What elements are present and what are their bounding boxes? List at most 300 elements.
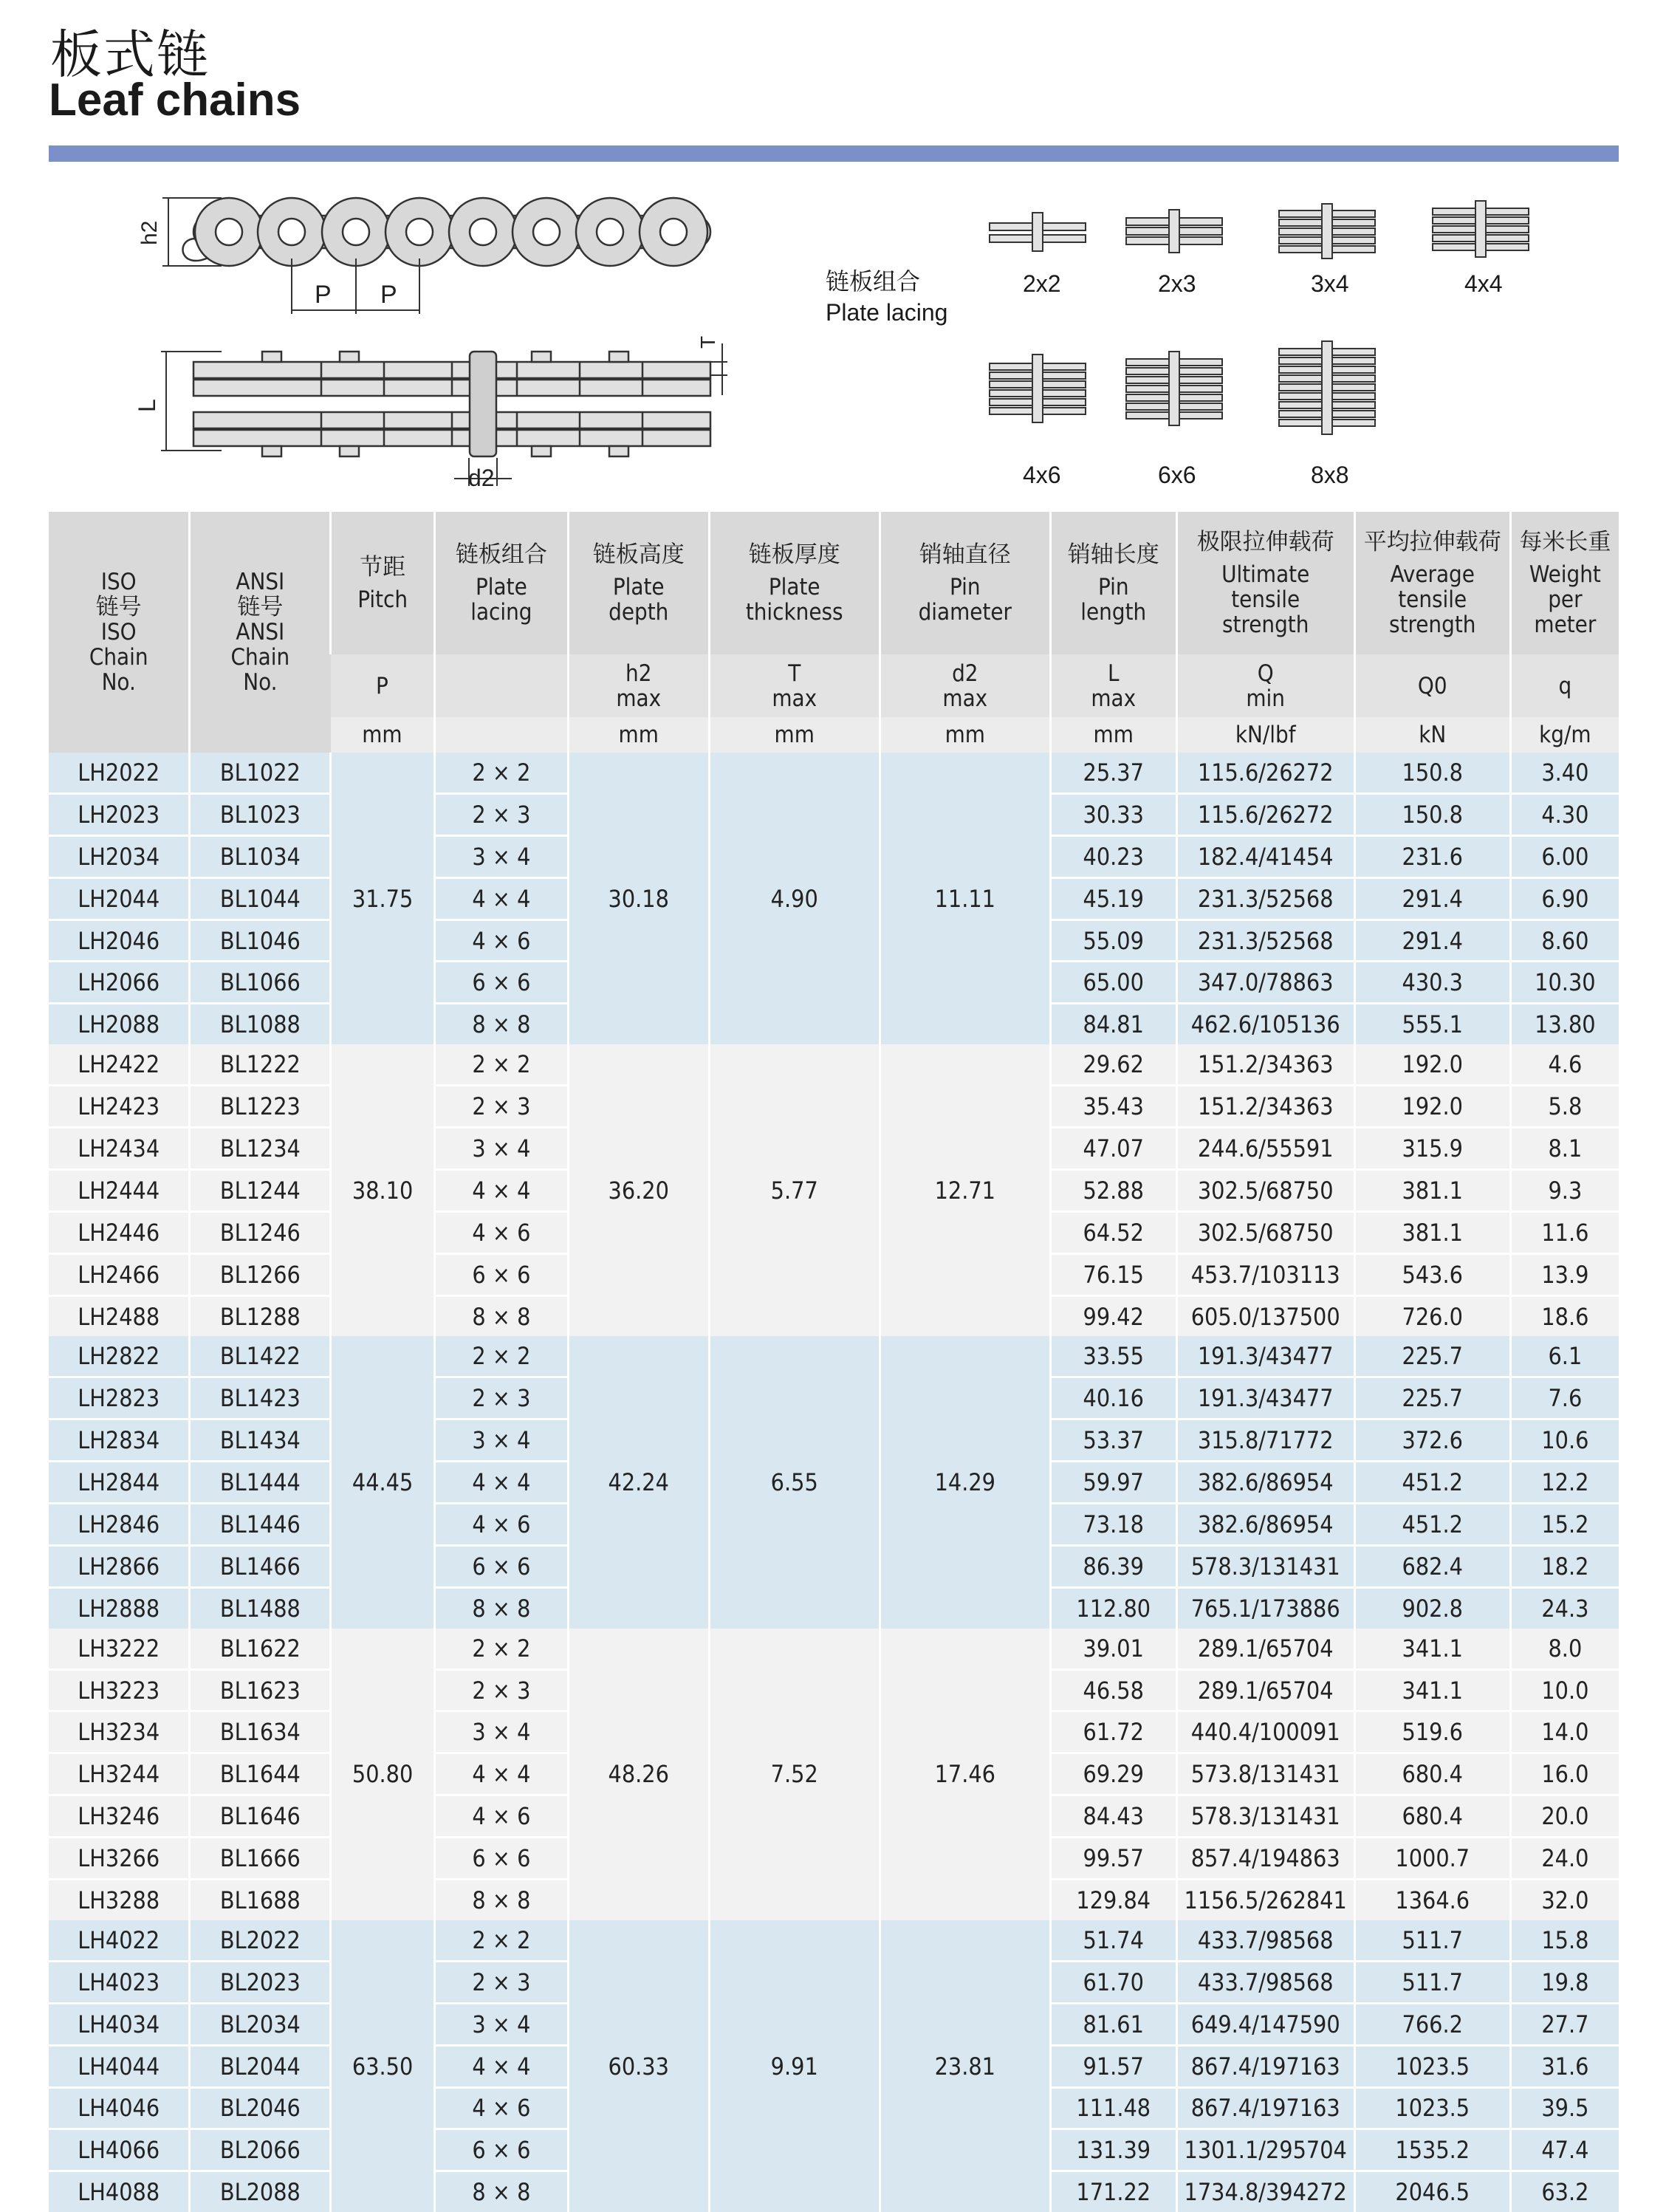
pitch-value: 38.10 [331, 1044, 435, 1336]
iso-chain-no: LH2466 [49, 1253, 190, 1295]
pin-length-value: 35.43 [1050, 1086, 1176, 1128]
header-average-strength: 平均拉伸载荷 Average tensile strength [1354, 512, 1510, 654]
ultimate-strength-value: 289.1/65704 [1176, 1669, 1354, 1711]
ansi-chain-no: BL1023 [190, 793, 331, 835]
ultimate-strength-value: 382.6/86954 [1176, 1462, 1354, 1504]
ansi-chain-no: BL1223 [190, 1086, 331, 1128]
pin-length-value: 112.80 [1050, 1587, 1176, 1628]
lacing-icon-4x4 [1433, 201, 1529, 257]
pin-length-value: 111.48 [1050, 2087, 1176, 2129]
weight-value: 13.9 [1510, 1253, 1619, 1295]
pin-length-value: 40.16 [1050, 1377, 1176, 1420]
average-strength-value: 430.3 [1354, 962, 1510, 1004]
weight-value: 14.0 [1510, 1711, 1619, 1753]
average-strength-value: 519.6 [1354, 1711, 1510, 1753]
iso-chain-no: LH2423 [49, 1086, 190, 1128]
average-strength-value: 231.6 [1354, 835, 1510, 877]
ultimate-strength-value: 244.6/55591 [1176, 1128, 1354, 1170]
iso-chain-no: LH2844 [49, 1462, 190, 1504]
weight-value: 6.1 [1510, 1336, 1619, 1377]
pin-length-value: 64.52 [1050, 1211, 1176, 1253]
pin-length-value: 46.58 [1050, 1669, 1176, 1711]
plate-lacing-value: 2 × 2 [434, 1336, 568, 1377]
ultimate-strength-value: 453.7/103113 [1176, 1253, 1354, 1295]
plate-lacing-value: 2 × 3 [434, 1961, 568, 2003]
ultimate-strength-value: 433.7/98568 [1176, 1961, 1354, 2003]
pin-length-value: 84.81 [1050, 1004, 1176, 1044]
ansi-chain-no: BL2034 [190, 2003, 331, 2045]
plate-lacing-value: 2 × 3 [434, 1377, 568, 1420]
weight-value: 16.0 [1510, 1753, 1619, 1795]
ansi-chain-no: BL1634 [190, 1711, 331, 1753]
ultimate-strength-value: 382.6/86954 [1176, 1504, 1354, 1546]
iso-chain-no: LH4023 [49, 1961, 190, 2003]
iso-chain-no: LH3222 [49, 1629, 190, 1669]
weight-value: 24.0 [1510, 1838, 1619, 1880]
thickness-value: 9.91 [709, 1920, 880, 2212]
plate-lacing-value: 2 × 3 [434, 1669, 568, 1711]
label-T: T [696, 335, 719, 349]
pin-d-value: 12.71 [880, 1044, 1050, 1336]
page-title-cn: 板式链 [50, 24, 210, 85]
ultimate-strength-value: 191.3/43477 [1176, 1377, 1354, 1420]
header-pin-length: 销轴长度 Pin length [1050, 512, 1176, 654]
lacing-icon-3x4 [1279, 204, 1375, 258]
iso-chain-no: LH4034 [49, 2003, 190, 2045]
average-strength-value: 381.1 [1354, 1169, 1510, 1211]
average-strength-value: 682.4 [1354, 1545, 1510, 1587]
pitch-value: 50.80 [331, 1629, 435, 1920]
label-p1: P [315, 281, 332, 309]
header-pitch: 节距 Pitch [331, 512, 435, 654]
weight-value: 8.0 [1510, 1629, 1619, 1669]
plate-lacing-value: 3 × 4 [434, 1711, 568, 1753]
average-strength-value: 451.2 [1354, 1504, 1510, 1546]
thickness-value: 6.55 [709, 1336, 880, 1628]
weight-value: 10.0 [1510, 1669, 1619, 1711]
depth-value: 30.18 [568, 753, 709, 1044]
ansi-chain-no: BL1222 [190, 1044, 331, 1085]
ultimate-strength-value: 605.0/137500 [1176, 1295, 1354, 1336]
header-pitch-unit: mm [331, 717, 435, 753]
plate-lacing-value: 2 × 2 [434, 1629, 568, 1669]
plate-lacing-value: 2 × 3 [434, 1086, 568, 1128]
weight-value: 13.80 [1510, 1004, 1619, 1044]
header-ansi: ANSI 链号 ANSI Chain No. [190, 512, 331, 753]
average-strength-value: 1535.2 [1354, 2129, 1510, 2171]
iso-chain-no: LH3266 [49, 1838, 190, 1880]
depth-value: 60.33 [568, 1920, 709, 2212]
header-pin-diameter-unit: mm [880, 717, 1050, 753]
header-depth-unit: mm [568, 717, 709, 753]
ultimate-strength-value: 867.4/197163 [1176, 2045, 1354, 2087]
iso-chain-no: LH4066 [49, 2129, 190, 2171]
average-strength-value: 225.7 [1354, 1336, 1510, 1377]
ansi-chain-no: BL1466 [190, 1545, 331, 1587]
header-thickness-symbol: T max [709, 654, 880, 717]
ansi-chain-no: BL1066 [190, 962, 331, 1004]
lacing-name: 8x8 [1311, 462, 1349, 488]
lacing-name: 4x4 [1464, 270, 1503, 297]
ultimate-strength-value: 191.3/43477 [1176, 1336, 1354, 1377]
weight-value: 6.00 [1510, 835, 1619, 877]
weight-value: 32.0 [1510, 1880, 1619, 1920]
header-pin-length-unit: mm [1050, 717, 1176, 753]
iso-chain-no: LH4088 [49, 2171, 190, 2212]
pin-length-value: 81.61 [1050, 2003, 1176, 2045]
average-strength-value: 2046.5 [1354, 2171, 1510, 2212]
iso-chain-no: LH2446 [49, 1211, 190, 1253]
plate-lacing-value: 4 × 6 [434, 2087, 568, 2129]
ansi-chain-no: BL1488 [190, 1587, 331, 1628]
ansi-chain-no: BL1688 [190, 1880, 331, 1920]
plate-lacing-value: 6 × 6 [434, 1545, 568, 1587]
weight-value: 18.2 [1510, 1545, 1619, 1587]
weight-value: 47.4 [1510, 2129, 1619, 2171]
table-row [49, 1920, 1619, 1961]
weight-value: 10.30 [1510, 962, 1619, 1004]
ultimate-strength-value: 462.6/105136 [1176, 1004, 1354, 1044]
leaf-chain-table [49, 512, 1619, 2212]
plate-lacing-value: 6 × 6 [434, 1838, 568, 1880]
pitch-value: 31.75 [331, 753, 435, 1044]
average-strength-value: 555.1 [1354, 1004, 1510, 1044]
lacing-label-cn: 链板组合 [826, 268, 921, 295]
iso-chain-no: LH2888 [49, 1587, 190, 1628]
pin-length-value: 91.57 [1050, 2045, 1176, 2087]
iso-chain-no: LH2846 [49, 1504, 190, 1546]
ultimate-strength-value: 649.4/147590 [1176, 2003, 1354, 2045]
average-strength-value: 225.7 [1354, 1377, 1510, 1420]
header-average-unit: kN [1354, 717, 1510, 753]
weight-value: 12.2 [1510, 1462, 1619, 1504]
average-strength-value: 726.0 [1354, 1295, 1510, 1336]
header-lacing-unit [434, 717, 568, 753]
ultimate-strength-value: 115.6/26272 [1176, 793, 1354, 835]
ultimate-strength-value: 231.3/52568 [1176, 920, 1354, 962]
lacing-name: 2x2 [1023, 270, 1061, 297]
ansi-chain-no: BL1266 [190, 1253, 331, 1295]
weight-value: 8.1 [1510, 1128, 1619, 1170]
ansi-chain-no: BL2044 [190, 2045, 331, 2087]
pin-length-value: 99.42 [1050, 1295, 1176, 1336]
ultimate-strength-value: 433.7/98568 [1176, 1920, 1354, 1961]
header-pin-diameter-symbol: d2 max [880, 654, 1050, 717]
average-strength-value: 192.0 [1354, 1086, 1510, 1128]
ultimate-strength-value: 578.3/131431 [1176, 1795, 1354, 1838]
lacing-name: 3x4 [1311, 270, 1349, 297]
label-p2: P [380, 281, 397, 309]
plate-lacing-value: 2 × 2 [434, 753, 568, 793]
header-iso: ISO 链号 ISO Chain No. [49, 512, 190, 753]
pin-length-value: 25.37 [1050, 753, 1176, 793]
average-strength-value: 291.4 [1354, 877, 1510, 920]
ansi-chain-no: BL1666 [190, 1838, 331, 1880]
average-strength-value: 1023.5 [1354, 2087, 1510, 2129]
pin-length-value: 53.37 [1050, 1420, 1176, 1462]
plate-lacing-value: 3 × 4 [434, 1420, 568, 1462]
depth-value: 48.26 [568, 1629, 709, 1920]
ultimate-strength-value: 302.5/68750 [1176, 1211, 1354, 1253]
plate-lacing-value: 6 × 6 [434, 1253, 568, 1295]
header-ultimate-strength: 极限拉伸载荷 Ultimate tensile strength [1176, 512, 1354, 654]
header-pin-length-symbol: L max [1050, 654, 1176, 717]
ansi-chain-no: BL1444 [190, 1462, 331, 1504]
ansi-chain-no: BL1646 [190, 1795, 331, 1838]
weight-value: 9.3 [1510, 1169, 1619, 1211]
iso-chain-no: LH2444 [49, 1169, 190, 1211]
ultimate-strength-value: 231.3/52568 [1176, 877, 1354, 920]
thickness-value: 7.52 [709, 1629, 880, 1920]
average-strength-value: 1023.5 [1354, 2045, 1510, 2087]
plate-lacing-value: 4 × 6 [434, 1504, 568, 1546]
weight-value: 39.5 [1510, 2087, 1619, 2129]
header-average-symbol: Q0 [1354, 654, 1510, 717]
pin-length-value: 129.84 [1050, 1880, 1176, 1920]
plate-lacing-value: 8 × 8 [434, 2171, 568, 2212]
lacing-icon-2x3 [1126, 210, 1222, 253]
pin-length-value: 61.70 [1050, 1961, 1176, 2003]
ansi-chain-no: BL1622 [190, 1629, 331, 1669]
weight-value: 15.2 [1510, 1504, 1619, 1546]
table-row [49, 1336, 1619, 1377]
header-weight-unit: kg/m [1510, 717, 1619, 753]
lacing-icon-6x6 [1126, 352, 1222, 425]
weight-value: 8.60 [1510, 920, 1619, 962]
iso-chain-no: LH2834 [49, 1420, 190, 1462]
iso-chain-no: LH3244 [49, 1753, 190, 1795]
ansi-chain-no: BL1446 [190, 1504, 331, 1546]
pin-length-value: 29.62 [1050, 1044, 1176, 1085]
average-strength-value: 902.8 [1354, 1587, 1510, 1628]
pin-length-value: 65.00 [1050, 962, 1176, 1004]
header-lacing-symbol [434, 654, 568, 717]
weight-value: 31.6 [1510, 2045, 1619, 2087]
weight-value: 6.90 [1510, 877, 1619, 920]
plate-lacing-value: 8 × 8 [434, 1880, 568, 1920]
average-strength-value: 150.8 [1354, 753, 1510, 793]
pin-length-value: 84.43 [1050, 1795, 1176, 1838]
iso-chain-no: LH4022 [49, 1920, 190, 1961]
table-body [49, 753, 1619, 2212]
pin-length-value: 33.55 [1050, 1336, 1176, 1377]
weight-value: 7.6 [1510, 1377, 1619, 1420]
ultimate-strength-value: 857.4/194863 [1176, 1838, 1354, 1880]
plate-lacing-value: 8 × 8 [434, 1295, 568, 1336]
plate-lacing-value: 4 × 4 [434, 877, 568, 920]
ansi-chain-no: BL2066 [190, 2129, 331, 2171]
plate-lacing-value: 2 × 2 [434, 1920, 568, 1961]
ultimate-strength-value: 347.0/78863 [1176, 962, 1354, 1004]
label-h2: h2 [137, 220, 162, 245]
iso-chain-no: LH2488 [49, 1295, 190, 1336]
pin-length-value: 47.07 [1050, 1128, 1176, 1170]
average-strength-value: 680.4 [1354, 1753, 1510, 1795]
header-thickness: 链板厚度 Plate thickness [709, 512, 880, 654]
pin-d-value: 17.46 [880, 1629, 1050, 1920]
plate-lacing-value: 4 × 4 [434, 2045, 568, 2087]
plate-lacing-value: 3 × 4 [434, 835, 568, 877]
ansi-chain-no: BL1434 [190, 1420, 331, 1462]
pitch-value: 44.45 [331, 1336, 435, 1628]
pin-length-value: 61.72 [1050, 1711, 1176, 1753]
thickness-value: 4.90 [709, 753, 880, 1044]
average-strength-value: 451.2 [1354, 1462, 1510, 1504]
header-depth-symbol: h2 max [568, 654, 709, 717]
iso-chain-no: LH2066 [49, 962, 190, 1004]
average-strength-value: 511.7 [1354, 1920, 1510, 1961]
plate-lacing-value: 2 × 2 [434, 1044, 568, 1085]
lacing-icons [990, 201, 1529, 434]
ansi-chain-no: BL2088 [190, 2171, 331, 2212]
pin-length-value: 171.22 [1050, 2171, 1176, 2212]
lacing-name: 2x3 [1158, 270, 1196, 297]
iso-chain-no: LH3288 [49, 1880, 190, 1920]
ultimate-strength-value: 573.8/131431 [1176, 1753, 1354, 1795]
pin-length-value: 40.23 [1050, 835, 1176, 877]
average-strength-value: 1364.6 [1354, 1880, 1510, 1920]
plate-lacing-value: 4 × 6 [434, 920, 568, 962]
pin-length-value: 51.74 [1050, 1920, 1176, 1961]
plate-lacing-value: 2 × 3 [434, 793, 568, 835]
lacing-icon-2x2 [990, 213, 1086, 251]
iso-chain-no: LH4046 [49, 2087, 190, 2129]
ultimate-strength-value: 578.3/131431 [1176, 1545, 1354, 1587]
average-strength-value: 543.6 [1354, 1253, 1510, 1295]
pin-length-value: 69.29 [1050, 1753, 1176, 1795]
weight-value: 15.8 [1510, 1920, 1619, 1961]
ansi-chain-no: BL1422 [190, 1336, 331, 1377]
ultimate-strength-value: 151.2/34363 [1176, 1086, 1354, 1128]
average-strength-value: 680.4 [1354, 1795, 1510, 1838]
iso-chain-no: LH4044 [49, 2045, 190, 2087]
ultimate-strength-value: 765.1/173886 [1176, 1587, 1354, 1628]
chain-diagram [0, 177, 1666, 502]
pin-length-value: 76.15 [1050, 1253, 1176, 1295]
average-strength-value: 150.8 [1354, 793, 1510, 835]
pin-d-value: 23.81 [880, 1920, 1050, 2212]
weight-value: 18.6 [1510, 1295, 1619, 1336]
ansi-chain-no: BL1044 [190, 877, 331, 920]
header-rule [49, 145, 1619, 162]
pin-length-value: 59.97 [1050, 1462, 1176, 1504]
pin-length-value: 99.57 [1050, 1838, 1176, 1880]
ultimate-strength-value: 440.4/100091 [1176, 1711, 1354, 1753]
ansi-chain-no: BL2046 [190, 2087, 331, 2129]
plate-lacing-value: 6 × 6 [434, 962, 568, 1004]
average-strength-value: 511.7 [1354, 1961, 1510, 2003]
weight-value: 4.6 [1510, 1044, 1619, 1085]
iso-chain-no: LH2434 [49, 1128, 190, 1170]
label-d2: d2 [468, 465, 495, 491]
plate-lacing-value: 4 × 6 [434, 1795, 568, 1838]
chain-top-view [193, 352, 710, 456]
plate-lacing-value: 3 × 4 [434, 2003, 568, 2045]
plate-lacing-value: 4 × 4 [434, 1753, 568, 1795]
header-depth: 链板高度 Plate depth [568, 512, 709, 654]
ultimate-strength-value: 289.1/65704 [1176, 1629, 1354, 1669]
pin-length-value: 86.39 [1050, 1545, 1176, 1587]
ansi-chain-no: BL1423 [190, 1377, 331, 1420]
ansi-chain-no: BL2022 [190, 1920, 331, 1961]
weight-value: 11.6 [1510, 1211, 1619, 1253]
header-thickness-unit: mm [709, 717, 880, 753]
header-lacing: 链板组合 Plate lacing [434, 512, 568, 654]
ansi-chain-no: BL1644 [190, 1753, 331, 1795]
table-row [49, 753, 1619, 793]
label-L: L [134, 399, 160, 412]
ansi-chain-no: BL1288 [190, 1295, 331, 1336]
pin-length-value: 39.01 [1050, 1629, 1176, 1669]
table-row [49, 1044, 1619, 1085]
weight-value: 19.8 [1510, 1961, 1619, 2003]
ansi-chain-no: BL1034 [190, 835, 331, 877]
average-strength-value: 372.6 [1354, 1420, 1510, 1462]
ultimate-strength-value: 867.4/197163 [1176, 2087, 1354, 2129]
iso-chain-no: LH3246 [49, 1795, 190, 1838]
average-strength-value: 381.1 [1354, 1211, 1510, 1253]
plate-lacing-value: 8 × 8 [434, 1587, 568, 1628]
pin-d-value: 14.29 [880, 1336, 1050, 1628]
header-weight: 每米长重 Weight per meter [1510, 512, 1619, 654]
header-weight-symbol: q [1510, 654, 1619, 717]
ansi-chain-no: BL1022 [190, 753, 331, 793]
ultimate-strength-value: 1301.1/295704 [1176, 2129, 1354, 2171]
weight-value: 63.2 [1510, 2171, 1619, 2212]
average-strength-value: 315.9 [1354, 1128, 1510, 1170]
weight-value: 27.7 [1510, 2003, 1619, 2045]
weight-value: 20.0 [1510, 1795, 1619, 1838]
pin-d-value: 11.11 [880, 753, 1050, 1044]
weight-value: 3.40 [1510, 753, 1619, 793]
iso-chain-no: LH2823 [49, 1377, 190, 1420]
average-strength-value: 766.2 [1354, 2003, 1510, 2045]
pin-length-value: 52.88 [1050, 1169, 1176, 1211]
pin-length-value: 30.33 [1050, 793, 1176, 835]
plate-lacing-value: 4 × 6 [434, 1211, 568, 1253]
ansi-chain-no: BL1234 [190, 1128, 331, 1170]
depth-value: 42.24 [568, 1336, 709, 1628]
page-title-en: Leaf chains [49, 75, 301, 126]
chain-side-view [181, 198, 710, 266]
iso-chain-no: LH3234 [49, 1711, 190, 1753]
weight-value: 10.6 [1510, 1420, 1619, 1462]
plate-lacing-value: 4 × 4 [434, 1462, 568, 1504]
iso-chain-no: LH2046 [49, 920, 190, 962]
ansi-chain-no: BL2023 [190, 1961, 331, 2003]
plate-lacing-value: 8 × 8 [434, 1004, 568, 1044]
lacing-label [826, 266, 947, 328]
pitch-value: 63.50 [331, 1920, 435, 2212]
weight-value: 5.8 [1510, 1086, 1619, 1128]
iso-chain-no: LH2023 [49, 793, 190, 835]
header-pitch-symbol: P [331, 654, 435, 717]
iso-chain-no: LH2088 [49, 1004, 190, 1044]
plate-lacing-value: 6 × 6 [434, 2129, 568, 2171]
lacing-label-en: Plate lacing [826, 299, 948, 326]
ansi-chain-no: BL1623 [190, 1669, 331, 1711]
pin-length-value: 131.39 [1050, 2129, 1176, 2171]
ultimate-strength-value: 302.5/68750 [1176, 1169, 1354, 1211]
pin-length-value: 55.09 [1050, 920, 1176, 962]
pin-length-value: 45.19 [1050, 877, 1176, 920]
table-row [49, 1629, 1619, 1669]
iso-chain-no: LH2022 [49, 753, 190, 793]
weight-value: 4.30 [1510, 793, 1619, 835]
iso-chain-no: LH2044 [49, 877, 190, 920]
average-strength-value: 341.1 [1354, 1629, 1510, 1669]
lacing-name: 4x6 [1023, 462, 1061, 488]
